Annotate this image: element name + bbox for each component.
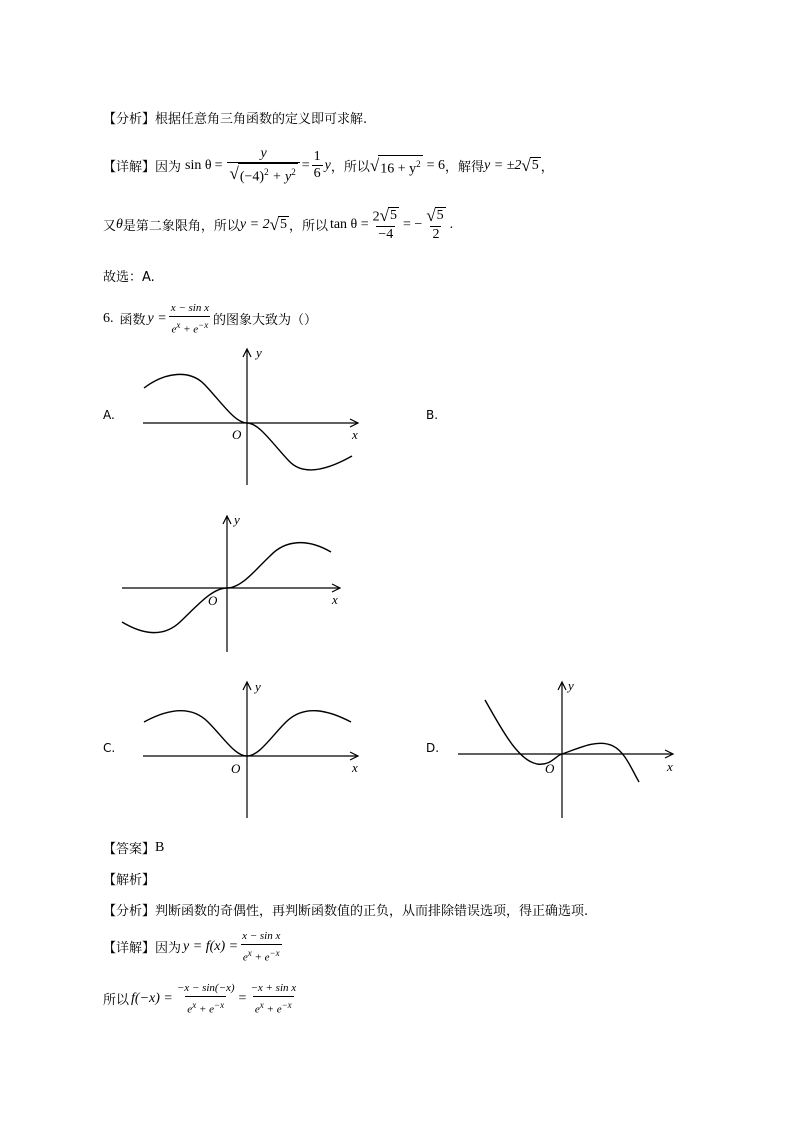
- stem-a: 函数: [119, 313, 146, 329]
- root-sign: √: [521, 155, 531, 175]
- function-fraction: [169, 300, 211, 338]
- option-b-label: B.: [426, 408, 439, 422]
- line2-5: [103, 207, 453, 243]
- frac1-numerator: y: [260, 146, 267, 161]
- root-sign: √: [369, 155, 380, 175]
- frac3-denominator: −4: [378, 226, 394, 242]
- y-eq: y =: [147, 310, 167, 326]
- frac1-denominator: [227, 162, 299, 186]
- origin-label: O: [232, 427, 242, 442]
- den-exp1: x: [192, 1000, 197, 1010]
- frac3-coef: 2: [372, 209, 380, 225]
- y-label: y: [234, 512, 240, 527]
- eq6: = 6: [426, 157, 446, 173]
- den-exp1: x: [176, 320, 181, 330]
- den-exp2: −x: [214, 1000, 225, 1010]
- numerator: x − sin x: [242, 930, 281, 942]
- origin-label: O: [208, 593, 218, 608]
- x-label: x: [352, 760, 358, 775]
- analysis-tag: 【分析】: [103, 904, 156, 919]
- graph-option-c: [140, 678, 370, 823]
- frac2-numerator: 1: [313, 149, 321, 165]
- option-a-label: A.: [103, 408, 115, 422]
- detail-tag: 【详解】: [103, 160, 156, 176]
- analysis-text: 判断函数的奇偶性，再判断函数值的正负，从而排除错误选项，得正确选项.: [155, 904, 589, 919]
- x-label: x: [667, 759, 673, 774]
- y-f-eq: y = f(x) =: [183, 938, 239, 954]
- choose-line: [103, 266, 155, 285]
- den-exp2: −x: [198, 320, 209, 330]
- analysis-text: 根据任意角三角函数的定义即可求解.: [155, 112, 368, 127]
- y-var: y: [324, 157, 331, 173]
- numerator: −x + sin x: [250, 982, 297, 994]
- sqrt-16-y2: [370, 155, 423, 178]
- curve: [144, 374, 352, 470]
- radicand-a: (−4): [239, 169, 265, 185]
- graph-option-d: [455, 678, 685, 823]
- y-label: y: [255, 679, 261, 694]
- den-exp1: x: [247, 948, 252, 958]
- y-label: y: [568, 678, 574, 693]
- radicand-c: + y: [272, 169, 292, 185]
- question-number: 6.: [103, 310, 114, 326]
- radicand: 5: [436, 208, 444, 223]
- detail-line-5: [103, 146, 554, 186]
- x-label: x: [352, 427, 358, 442]
- numerator: −x − sin(−x): [176, 982, 235, 994]
- frac2-denominator: 6: [313, 166, 321, 182]
- fraction-y-over-root: [227, 146, 299, 186]
- so-text: 所以: [103, 993, 130, 1009]
- fraction-root5-over-2: [424, 207, 447, 243]
- den-exp2: −x: [281, 1000, 292, 1010]
- choose-text: 故选：A.: [103, 270, 155, 285]
- answer-line: [103, 838, 164, 857]
- denominator: [169, 316, 210, 338]
- sqrt-5: [270, 216, 289, 233]
- analysis-line-5: [103, 108, 367, 127]
- sin-theta: sin θ: [185, 157, 212, 173]
- y-label: y: [256, 345, 262, 360]
- detail-line-6: [103, 928, 284, 966]
- root-sign: √: [379, 205, 390, 225]
- analysis-tag: 【分析】: [103, 112, 156, 127]
- period: .: [449, 216, 454, 232]
- root-sign: √: [269, 214, 279, 234]
- frac4-numerator: [424, 207, 447, 226]
- solve-text: ，解得: [445, 160, 485, 176]
- fraction-f-neg: [175, 980, 237, 1018]
- answer-tag: 【答案】: [103, 842, 156, 857]
- theta: θ: [116, 216, 123, 232]
- denominator: [185, 996, 226, 1018]
- eq1: =: [301, 157, 310, 173]
- stem-b: 的图象大致为（）: [212, 313, 317, 329]
- radicand: 5: [390, 208, 398, 223]
- origin-label: O: [231, 761, 241, 776]
- radicand-exp: 2: [416, 158, 421, 169]
- because-text: 因为: [155, 160, 182, 176]
- tan-theta: tan θ =: [329, 216, 369, 232]
- graph-option-b: [120, 512, 350, 657]
- eq-neg: = −: [403, 216, 423, 232]
- root-sign: √: [229, 164, 239, 184]
- line2-a: 又: [103, 219, 117, 235]
- equals: =: [238, 990, 247, 1006]
- explain-line: [103, 869, 155, 888]
- den-plus-e: + e: [251, 951, 270, 964]
- den-exp1: x: [259, 1000, 264, 1010]
- radicand-a: 16 + y: [380, 161, 417, 177]
- radicand: [238, 163, 298, 186]
- solution: y = ±2: [484, 157, 522, 173]
- line2-c: ，所以: [288, 219, 328, 235]
- den-plus-e: + e: [196, 1003, 214, 1016]
- option-c-label: C.: [103, 741, 116, 755]
- question-6: [103, 300, 317, 338]
- explain-tag: 【解析】: [103, 873, 156, 888]
- because-text: 因为: [155, 941, 182, 957]
- so-line-6: [103, 980, 300, 1018]
- root-sign: √: [426, 205, 436, 225]
- option-d-label: D.: [426, 741, 440, 755]
- fraction-simplified: [248, 980, 298, 1018]
- line2-b: 是第二象限角，所以: [122, 219, 240, 235]
- x-label: x: [332, 592, 338, 607]
- radicand: 5: [279, 217, 287, 233]
- den-plus-e: + e: [180, 323, 199, 336]
- f-neg-x: f(−x) =: [131, 990, 173, 1006]
- denominator: [253, 996, 294, 1018]
- sqrt-5: [521, 157, 540, 174]
- numerator: x − sin x: [170, 302, 209, 314]
- so-text: ，所以: [330, 160, 370, 176]
- den-exp2: −x: [269, 948, 280, 958]
- frac4-denominator: 2: [432, 226, 440, 242]
- den-e: e: [171, 323, 177, 336]
- radicand-exp1: 2: [264, 167, 269, 177]
- fraction-tan: [371, 207, 401, 243]
- frac3-numerator: [371, 207, 401, 226]
- den-e: e: [187, 1003, 193, 1016]
- radicand-exp2: 2: [291, 167, 296, 177]
- function-fraction: [240, 928, 282, 966]
- graph-option-a: [140, 345, 370, 490]
- analysis-line-6: [103, 900, 588, 919]
- den-e: e: [242, 951, 248, 964]
- equals-sign: =: [214, 157, 223, 173]
- y-eq: y = 2: [239, 216, 270, 232]
- den-plus-e: + e: [263, 1003, 282, 1016]
- fraction-one-sixth: [312, 149, 323, 182]
- comma: ，: [540, 160, 554, 176]
- den-e: e: [254, 1003, 260, 1016]
- denominator: [241, 944, 282, 966]
- answer-value: B: [155, 839, 165, 855]
- radicand: [378, 155, 422, 178]
- detail-tag: 【详解】: [103, 941, 156, 957]
- origin-label: O: [545, 761, 555, 776]
- radicand: 5: [531, 158, 539, 174]
